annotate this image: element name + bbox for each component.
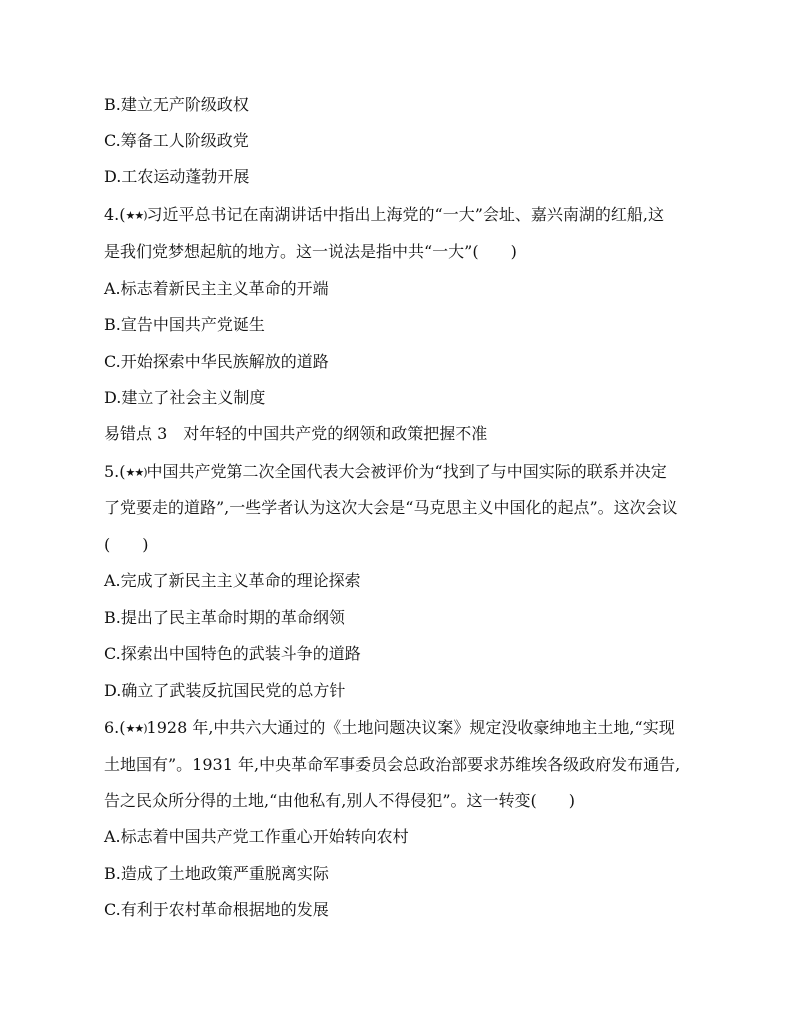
option-a-q5: A.完成了新民主主义革命的理论探索 bbox=[104, 571, 361, 590]
question-4-stem-line-2: 是我们党梦想起航的地方。这一说法是指中共“一大”( ) bbox=[104, 242, 517, 261]
difficulty-stars-icon: ★★) bbox=[125, 722, 147, 735]
question-text: 1928 年,中共六大通过的《土地问题决议案》规定没收豪绅地主土地,“实现 bbox=[146, 718, 675, 737]
option-a-q4: A.标志着新民主主义革命的开端 bbox=[104, 279, 329, 298]
question-number: 5.( bbox=[104, 462, 126, 481]
question-5-stem-line-1 bbox=[104, 462, 704, 483]
option-d-q3: D.工农运动蓬勃开展 bbox=[104, 167, 250, 186]
question-text: 中国共产党第二次全国代表大会被评价为“找到了与中国实际的联系并决定 bbox=[146, 462, 667, 481]
option-c-q6: C.有利于农村革命根据地的发展 bbox=[104, 900, 329, 919]
option-b-q3: B.建立无产阶级政权 bbox=[104, 95, 249, 114]
question-number: 6.( bbox=[104, 718, 126, 737]
option-b-q5: B.提出了民主革命时期的革命纲领 bbox=[104, 608, 345, 627]
option-d-q5: D.确立了武装反抗国民党的总方针 bbox=[104, 681, 346, 700]
option-c-q3: C.筹备工人阶级政党 bbox=[104, 131, 249, 150]
option-a-q6: A.标志着中国共产党工作重心开始转向农村 bbox=[104, 827, 409, 846]
option-b-q6: B.造成了土地政策严重脱离实际 bbox=[104, 864, 329, 883]
section-heading: 易错点 3 对年轻的中国共产党的纲领和政策把握不准 bbox=[104, 424, 488, 443]
option-c-q4: C.开始探索中华民族解放的道路 bbox=[104, 352, 329, 371]
question-4-stem-line-1 bbox=[104, 205, 704, 226]
question-6-stem-line-1 bbox=[104, 718, 704, 739]
question-6-stem-line-3: 告之民众所分得的土地,“由他私有,别人不得侵犯”。这一转变( ) bbox=[104, 791, 576, 810]
difficulty-stars-icon: ★★) bbox=[125, 209, 147, 222]
option-c-q5: C.探索出中国特色的武装斗争的道路 bbox=[104, 644, 361, 663]
difficulty-stars-icon: ★★) bbox=[125, 466, 147, 479]
option-d-q4: D.建立了社会主义制度 bbox=[104, 388, 266, 407]
option-b-q4: B.宣告中国共产党诞生 bbox=[104, 315, 265, 334]
question-text: 习近平总书记在南湖讲话中指出上海党的“一大”会址、嘉兴南湖的红船,这 bbox=[146, 205, 664, 224]
question-5-stem-line-3: ( ) bbox=[104, 535, 149, 554]
question-5-stem-line-2: 了党要走的道路”,一些学者认为这次大会是“马克思主义中国化的起点”。这次会议 bbox=[104, 498, 678, 517]
question-number: 4.( bbox=[104, 205, 126, 224]
question-6-stem-line-2: 土地国有”。1931 年,中央革命军事委员会总政治部要求苏维埃各级政府发布通告, bbox=[104, 755, 681, 774]
